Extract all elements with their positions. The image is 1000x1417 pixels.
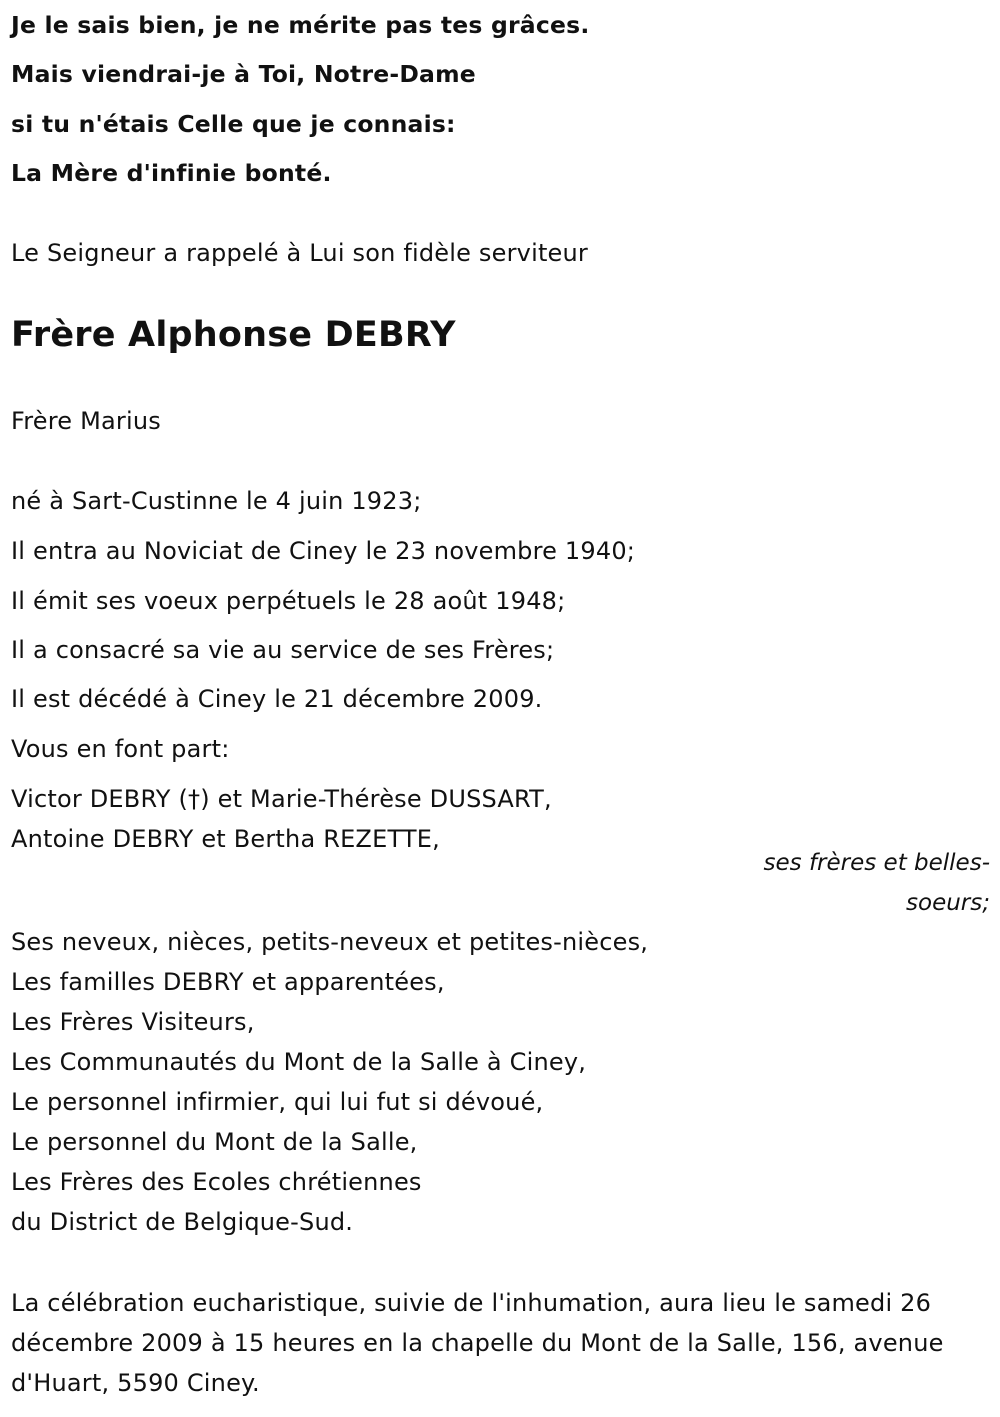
mourner-line: Le personnel infirmier, qui lui fut si dévoué,: [11, 1088, 544, 1116]
verse-line-2: Mais viendrai-je à Toi, Notre-Dame: [11, 60, 476, 88]
mourner-line: du District de Belgique-Sud.: [11, 1208, 354, 1236]
sibling-line-2: Antoine DEBRY et Bertha REZETTE,: [11, 825, 440, 853]
verse-line-3: si tu n'étais Celle que je connais:: [11, 110, 456, 138]
deceased-name: Frère Alphonse DEBRY: [11, 315, 456, 355]
bio-line-service: Il a consacré sa vie au service de ses Frères;: [11, 636, 555, 664]
mourner-line: Les Communautés du Mont de la Salle à Ciney,: [11, 1048, 587, 1076]
celebration-details: La célébration eucharistique, suivie de l'inhumation, aura lieu le samedi 26 décembre 2009 à 15 heures en la chapelle du Mont de la Salle, 156, avenue d'Huart, 5590 Ciney.: [11, 1289, 944, 1397]
religious-name: Frère Marius: [11, 407, 161, 435]
siblings-relation: ses frères et belles-soeurs;: [763, 850, 990, 916]
bio-line-birth: né à Sart-Custinne le 4 juin 1923;: [11, 487, 422, 515]
bio-line-death: Il est décédé à Ciney le 21 décembre 2009.: [11, 685, 543, 713]
sibling-line-1: Victor DEBRY (†) et Marie-Thérèse DUSSART,: [11, 785, 552, 813]
intro-text: Le Seigneur a rappelé à Lui son fidèle serviteur: [11, 239, 588, 267]
announcement-text: Vous en font part:: [11, 735, 230, 763]
mourner-line: Les Frères des Ecoles chrétiennes: [11, 1168, 422, 1196]
verse-line-4: La Mère d'infinie bonté.: [11, 159, 332, 187]
mourner-line: Les Frères Visiteurs,: [11, 1008, 255, 1036]
bio-line-vows: Il émit ses voeux perpétuels le 28 août 1948;: [11, 587, 566, 615]
mourner-line: Les familles DEBRY et apparentées,: [11, 968, 445, 996]
verse-line-1: Je le sais bien, je ne mérite pas tes grâces.: [11, 11, 590, 39]
mourner-line: Le personnel du Mont de la Salle,: [11, 1128, 418, 1156]
mourner-line: Ses neveux, nièces, petits-neveux et petites-nièces,: [11, 928, 649, 956]
bio-line-novitiate: Il entra au Noviciat de Ciney le 23 novembre 1940;: [11, 537, 636, 565]
